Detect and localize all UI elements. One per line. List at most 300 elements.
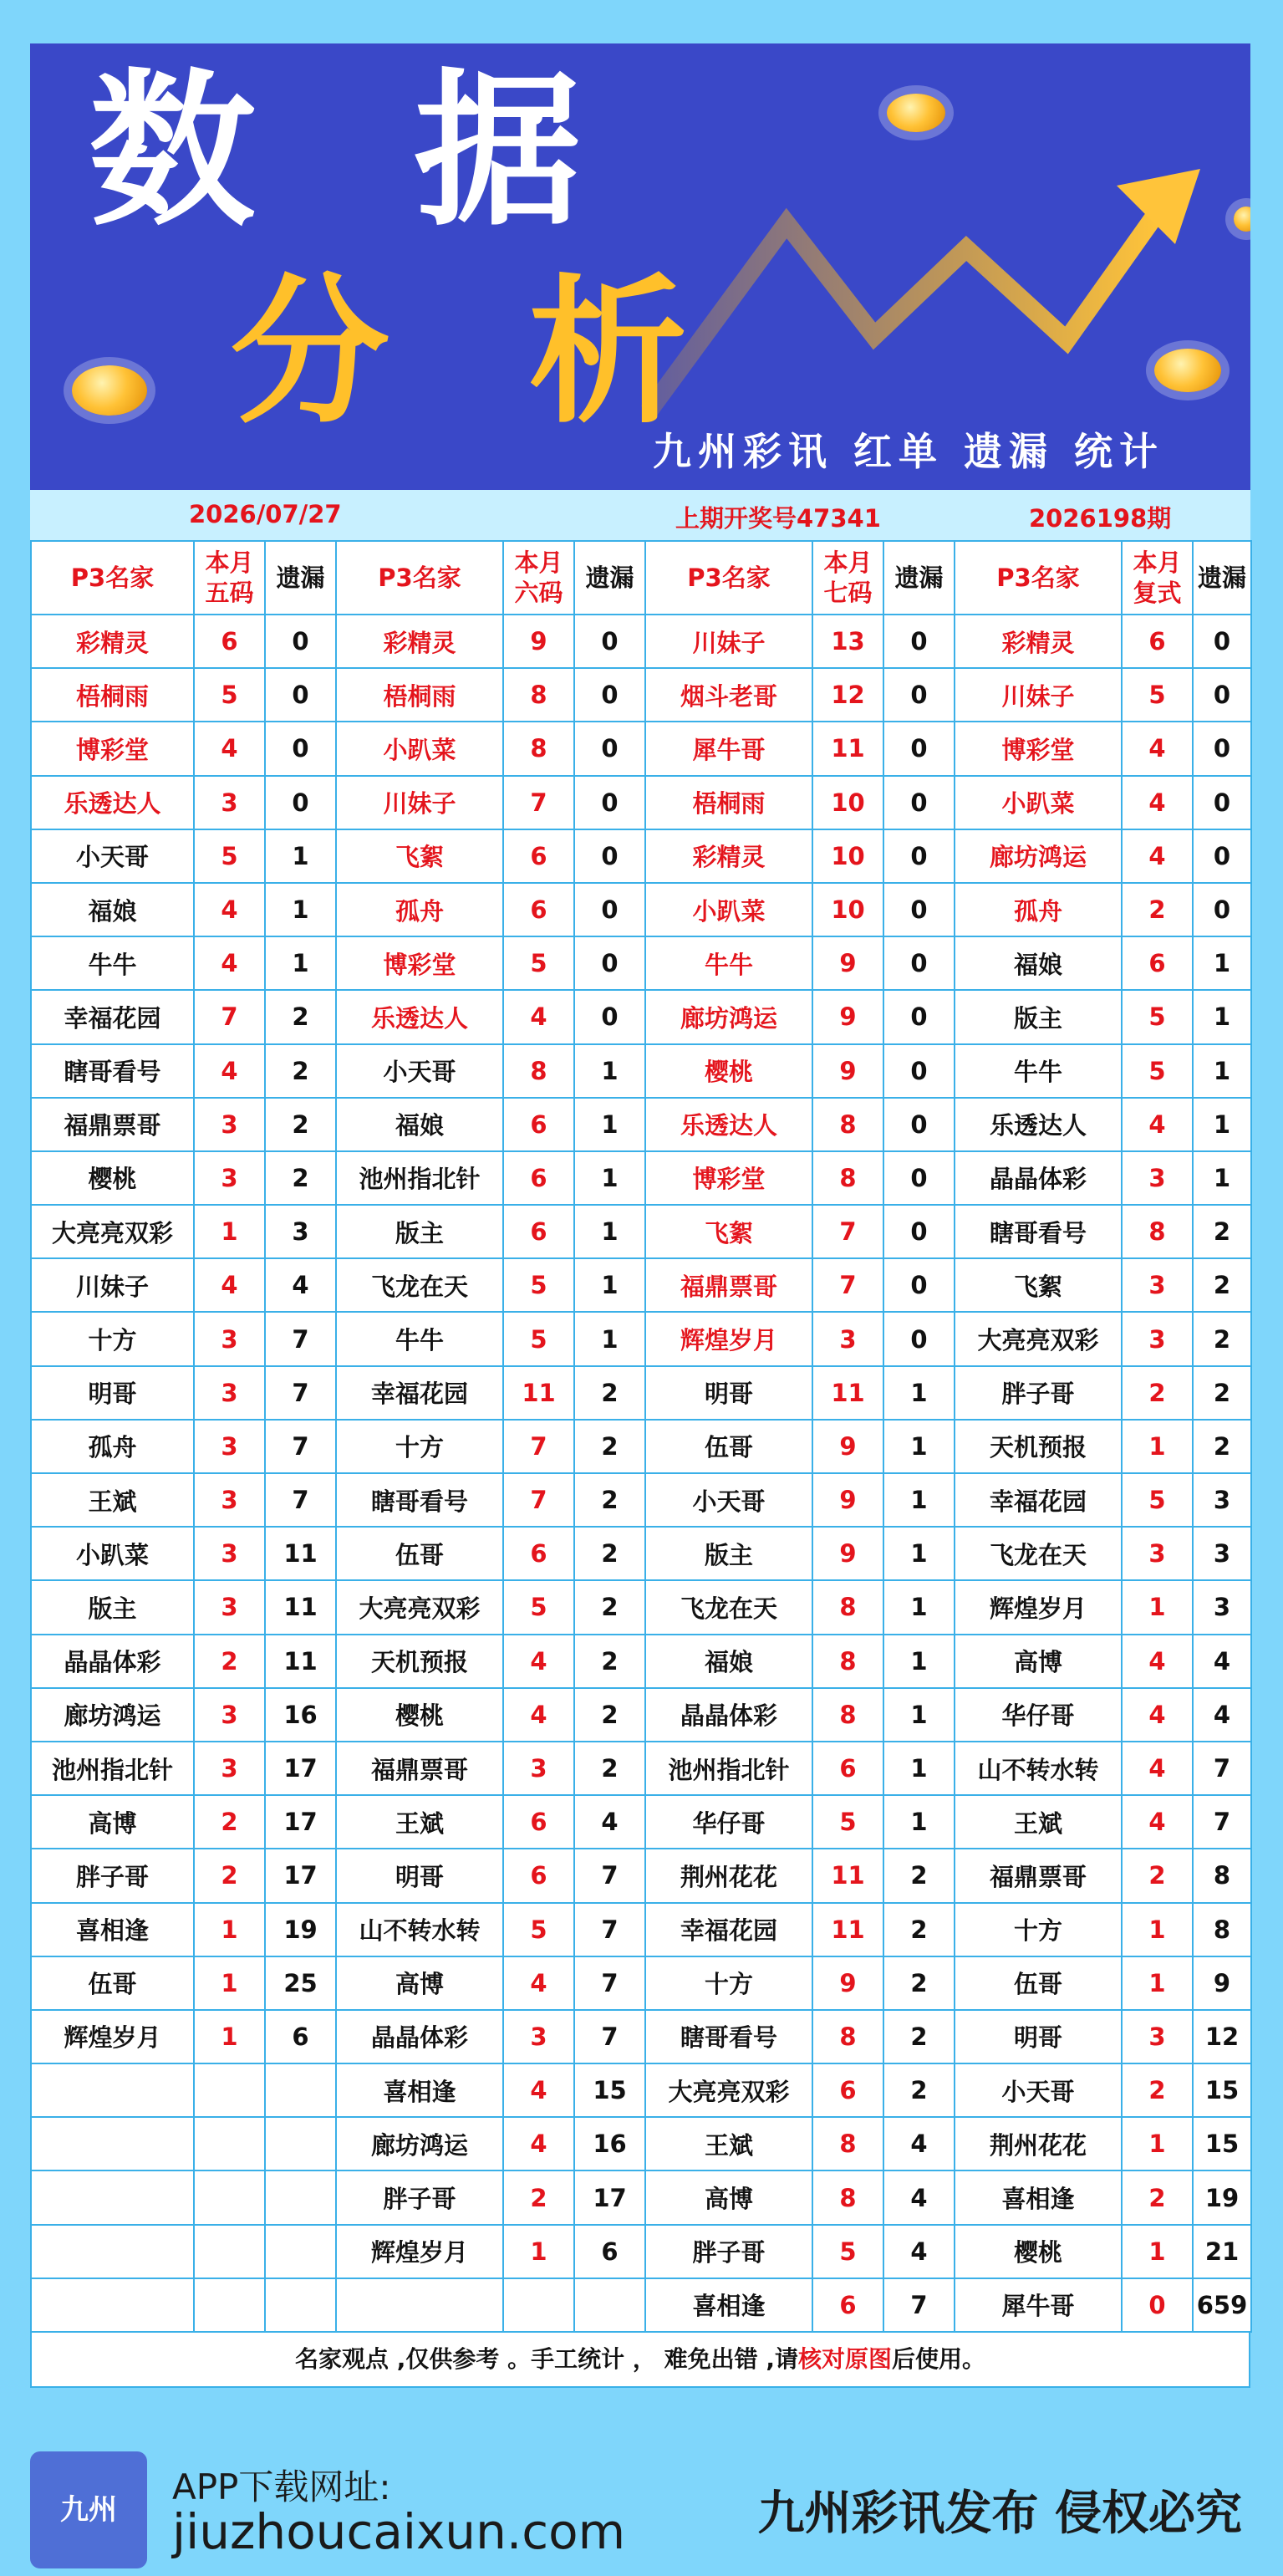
cell-name: 博彩堂 (31, 722, 194, 775)
cell-count: 4 (1122, 829, 1193, 883)
cell-miss: 0 (574, 668, 645, 722)
cell-count: 1 (194, 1903, 265, 1956)
cell-count: 5 (1122, 1473, 1193, 1527)
cell-name: 荆州花花 (645, 1849, 812, 1902)
cell-name: 山不转水转 (955, 1742, 1122, 1795)
table-row (31, 936, 1251, 990)
footnote-text: 名家观点 ,仅供参考 。手工统计 ， 难免出错 ,请 (294, 2345, 798, 2373)
cell-miss: 4 (883, 2170, 955, 2224)
cell-miss: 11 (265, 1527, 336, 1580)
cell-count: 2 (194, 1849, 265, 1902)
table-row (31, 1580, 1251, 1634)
footer-bar (30, 2443, 1250, 2568)
cell-name: 廊坊鸿运 (645, 990, 812, 1043)
cell-count: 3 (194, 1098, 265, 1151)
cell-miss: 1 (265, 936, 336, 990)
app-download-label: APP下载网址: (172, 2466, 391, 2507)
cell-miss: 4 (1193, 1635, 1251, 1688)
cell-name: 胖子哥 (645, 2225, 812, 2278)
cell-miss: 9 (1193, 1956, 1251, 2010)
table-row (31, 1044, 1251, 1098)
cell-name: 福娘 (645, 1635, 812, 1688)
cell-name: 明哥 (31, 1366, 194, 1420)
cell-name (31, 2225, 194, 2278)
cell-count: 4 (194, 936, 265, 990)
cell-count: 6 (503, 1151, 574, 1205)
date-label: 2026/07/27 (189, 500, 342, 528)
header-multi: 本月复式 (1122, 541, 1193, 615)
table-header-row (31, 541, 1251, 615)
cell-miss: 0 (883, 1151, 955, 1205)
cell-name (336, 2278, 503, 2332)
last-draw-label: 上期开奖号47341 (675, 504, 881, 533)
cell-miss: 1 (883, 1366, 955, 1420)
cell-count: 9 (812, 1527, 883, 1580)
cell-count: 5 (503, 936, 574, 990)
cell-name: 高博 (645, 2170, 812, 2224)
cell-miss: 0 (883, 990, 955, 1043)
cell-miss: 0 (265, 722, 336, 775)
cell-miss: 8 (1193, 1903, 1251, 1956)
table-row (31, 1258, 1251, 1312)
cell-count: 4 (503, 1956, 574, 2010)
cell-name: 辉煌岁月 (645, 1312, 812, 1365)
cell-name: 小天哥 (336, 1044, 503, 1098)
cell-miss: 4 (883, 2117, 955, 2170)
cell-miss: 0 (574, 990, 645, 1043)
cell-name: 小天哥 (31, 829, 194, 883)
cell-name: 牛牛 (955, 1044, 1122, 1098)
cell-miss (574, 2278, 645, 2332)
cell-count: 6 (1122, 936, 1193, 990)
cell-count: 13 (812, 615, 883, 668)
cell-miss: 2 (1193, 1420, 1251, 1473)
table-row (31, 1688, 1251, 1742)
cell-miss: 0 (883, 1205, 955, 1258)
cell-name: 飞龙在天 (955, 1527, 1122, 1580)
cell-name: 十方 (645, 1956, 812, 2010)
cell-name: 喜相逢 (955, 2170, 1122, 2224)
cell-miss: 1 (574, 1312, 645, 1365)
cell-count: 5 (503, 1903, 574, 1956)
cell-name: 版主 (645, 1527, 812, 1580)
cell-count: 2 (194, 1635, 265, 1688)
cell-name: 晶晶体彩 (31, 1635, 194, 1688)
table-row (31, 2278, 1251, 2332)
cell-count: 4 (194, 722, 265, 775)
cell-miss: 2 (265, 1151, 336, 1205)
cell-name: 晶晶体彩 (645, 1688, 812, 1742)
header-miss: 遗漏 (1193, 541, 1251, 615)
cell-name: 高博 (336, 1956, 503, 2010)
cell-count: 6 (503, 883, 574, 936)
cell-count: 6 (812, 1742, 883, 1795)
cell-count: 3 (1122, 1527, 1193, 1580)
cell-count: 6 (503, 1849, 574, 1902)
cell-miss: 4 (1193, 1688, 1251, 1742)
cell-miss: 2 (883, 1849, 955, 1902)
cell-miss: 659 (1193, 2278, 1251, 2332)
banner (30, 43, 1250, 490)
cell-name: 伍哥 (31, 1956, 194, 2010)
cell-count: 11 (503, 1366, 574, 1420)
cell-count: 4 (503, 990, 574, 1043)
cell-count: 3 (194, 1151, 265, 1205)
cell-miss: 0 (883, 829, 955, 883)
cell-name: 小趴菜 (336, 722, 503, 775)
cell-count: 1 (194, 2010, 265, 2063)
cell-count: 3 (194, 1580, 265, 1634)
cell-name: 牛牛 (31, 936, 194, 990)
cell-count (194, 2170, 265, 2224)
cell-name: 幸福花园 (645, 1903, 812, 1956)
cell-miss: 16 (574, 2117, 645, 2170)
cell-count: 5 (812, 1795, 883, 1849)
cell-count: 7 (503, 1473, 574, 1527)
cell-name: 川妹子 (955, 668, 1122, 722)
cell-count: 1 (1122, 1903, 1193, 1956)
table-row (31, 1420, 1251, 1473)
cell-name: 樱桃 (645, 1044, 812, 1098)
cell-count: 4 (1122, 1742, 1193, 1795)
cell-miss: 0 (883, 776, 955, 829)
cell-count: 9 (812, 1420, 883, 1473)
cell-name: 池州指北针 (336, 1151, 503, 1205)
cell-name: 大亮亮双彩 (955, 1312, 1122, 1365)
cell-name: 福鼎票哥 (31, 1098, 194, 1151)
table-row (31, 1151, 1251, 1205)
cell-miss: 0 (883, 1044, 955, 1098)
cell-count: 3 (503, 2010, 574, 2063)
cell-name (31, 2278, 194, 2332)
cell-miss: 2 (574, 1742, 645, 1795)
cell-count: 2 (503, 2170, 574, 2224)
cell-miss: 15 (1193, 2117, 1251, 2170)
cell-miss: 3 (1193, 1580, 1251, 1634)
cell-miss: 3 (1193, 1527, 1251, 1580)
cell-name: 胖子哥 (31, 1849, 194, 1902)
cell-miss: 7 (574, 2010, 645, 2063)
cell-count: 7 (503, 1420, 574, 1473)
cell-name: 明哥 (645, 1366, 812, 1420)
cell-count: 11 (812, 1366, 883, 1420)
cell-name: 牛牛 (336, 1312, 503, 1365)
cell-name: 樱桃 (31, 1151, 194, 1205)
table-row (31, 2225, 1251, 2278)
cell-name: 伍哥 (645, 1420, 812, 1473)
cell-name: 辉煌岁月 (336, 2225, 503, 2278)
cell-miss: 1 (1193, 990, 1251, 1043)
cell-count: 9 (503, 615, 574, 668)
cell-miss: 7 (265, 1473, 336, 1527)
table-row (31, 668, 1251, 722)
table-row (31, 1205, 1251, 1258)
table-row (31, 829, 1251, 883)
cell-count: 8 (812, 1688, 883, 1742)
cell-miss: 0 (1193, 668, 1251, 722)
cell-count: 1 (1122, 2225, 1193, 2278)
cell-count: 3 (503, 1742, 574, 1795)
cell-miss: 1 (883, 1473, 955, 1527)
cell-count: 5 (503, 1258, 574, 1312)
cell-name: 犀牛哥 (645, 722, 812, 775)
cell-miss: 2 (574, 1688, 645, 1742)
cell-count: 3 (194, 1312, 265, 1365)
cell-count: 8 (812, 2010, 883, 2063)
header-six: 本月六码 (503, 541, 574, 615)
cell-miss: 2 (1193, 1312, 1251, 1365)
cell-miss: 2 (1193, 1258, 1251, 1312)
table-row (31, 1849, 1251, 1902)
table-row (31, 2117, 1251, 2170)
cell-count: 4 (194, 1044, 265, 1098)
cell-miss: 1 (883, 1635, 955, 1688)
cell-count: 2 (1122, 2170, 1193, 2224)
cell-name: 飞絮 (955, 1258, 1122, 1312)
cell-miss: 1 (1193, 1098, 1251, 1151)
cell-miss: 0 (265, 615, 336, 668)
cell-count: 5 (503, 1580, 574, 1634)
header-miss: 遗漏 (574, 541, 645, 615)
cell-miss: 0 (1193, 615, 1251, 668)
cell-name: 彩精灵 (336, 615, 503, 668)
cell-count: 1 (1122, 1420, 1193, 1473)
cell-miss: 2 (883, 2063, 955, 2117)
cell-count: 6 (503, 1795, 574, 1849)
poster (30, 43, 1250, 2388)
cell-count: 1 (503, 2225, 574, 2278)
cell-miss: 1 (883, 1580, 955, 1634)
cell-count: 5 (194, 668, 265, 722)
cell-miss: 0 (883, 1258, 955, 1312)
cell-name: 大亮亮双彩 (336, 1580, 503, 1634)
cell-count: 4 (1122, 1795, 1193, 1849)
cell-miss: 1 (883, 1688, 955, 1742)
cell-name: 大亮亮双彩 (645, 2063, 812, 2117)
cell-count: 4 (1122, 776, 1193, 829)
cell-name: 瞎哥看号 (955, 1205, 1122, 1258)
cell-miss: 4 (574, 1795, 645, 1849)
cell-miss: 12 (1193, 2010, 1251, 2063)
cell-name: 王斌 (955, 1795, 1122, 1849)
cell-count: 8 (503, 668, 574, 722)
cell-name: 喜相逢 (31, 1903, 194, 1956)
cell-miss: 25 (265, 1956, 336, 2010)
cell-miss: 1 (574, 1151, 645, 1205)
cell-count: 4 (503, 1688, 574, 1742)
cell-miss: 2 (265, 990, 336, 1043)
cell-miss: 4 (883, 2225, 955, 2278)
cell-name: 梧桐雨 (645, 776, 812, 829)
cell-count: 8 (812, 1635, 883, 1688)
cell-name: 王斌 (31, 1473, 194, 1527)
stats-table (30, 540, 1252, 2333)
table-row (31, 1956, 1251, 2010)
cell-name: 乐透达人 (955, 1098, 1122, 1151)
cell-name: 辉煌岁月 (31, 2010, 194, 2063)
cell-name: 彩精灵 (955, 615, 1122, 668)
cell-name: 博彩堂 (645, 1151, 812, 1205)
cell-name: 川妹子 (645, 615, 812, 668)
cell-name: 飞絮 (336, 829, 503, 883)
cell-count (194, 2225, 265, 2278)
cell-count: 3 (1122, 1151, 1193, 1205)
cell-count: 9 (812, 1044, 883, 1098)
cell-name: 高博 (955, 1635, 1122, 1688)
cell-miss (265, 2170, 336, 2224)
cell-name: 小天哥 (955, 2063, 1122, 2117)
cell-name: 廊坊鸿运 (336, 2117, 503, 2170)
cell-miss: 7 (265, 1312, 336, 1365)
cell-count: 5 (1122, 1044, 1193, 1098)
cell-name: 福鼎票哥 (955, 1849, 1122, 1902)
cell-miss: 2 (1193, 1366, 1251, 1420)
cell-miss: 19 (1193, 2170, 1251, 2224)
cell-count (194, 2063, 265, 2117)
header-name: P3名家 (645, 541, 812, 615)
cell-name: 辉煌岁月 (955, 1580, 1122, 1634)
table-row (31, 990, 1251, 1043)
cell-name: 孤舟 (955, 883, 1122, 936)
cell-count: 3 (1122, 1258, 1193, 1312)
cell-count: 4 (1122, 1098, 1193, 1151)
cell-miss: 0 (883, 1312, 955, 1365)
cell-count: 7 (194, 990, 265, 1043)
cell-miss: 7 (265, 1420, 336, 1473)
info-bar (30, 490, 1250, 540)
cell-name (31, 2117, 194, 2170)
cell-name: 飞龙在天 (645, 1580, 812, 1634)
cell-count: 1 (194, 1205, 265, 1258)
cell-count: 8 (503, 1044, 574, 1098)
cell-count: 3 (1122, 1312, 1193, 1365)
cell-count: 3 (194, 1527, 265, 1580)
cell-miss: 19 (265, 1903, 336, 1956)
table-row (31, 1473, 1251, 1527)
cell-miss: 0 (883, 668, 955, 722)
cell-count: 1 (1122, 2117, 1193, 2170)
app-download-url[interactable]: jiuzhoucaixun.com (172, 2503, 626, 2560)
coin-icon (1154, 349, 1221, 392)
cell-miss: 2 (574, 1366, 645, 1420)
cell-count: 3 (194, 1420, 265, 1473)
cell-miss: 11 (265, 1635, 336, 1688)
cell-name: 高博 (31, 1795, 194, 1849)
cell-count: 2 (1122, 1366, 1193, 1420)
table-row (31, 1795, 1251, 1849)
cell-count: 4 (194, 1258, 265, 1312)
cell-miss: 0 (883, 1098, 955, 1151)
cell-count: 4 (503, 1635, 574, 1688)
cell-miss: 0 (883, 722, 955, 775)
cell-name: 十方 (955, 1903, 1122, 1956)
cell-count: 6 (812, 2278, 883, 2332)
cell-count: 3 (194, 1366, 265, 1420)
cell-name: 孤舟 (31, 1420, 194, 1473)
cell-name: 福娘 (336, 1098, 503, 1151)
cell-name: 版主 (336, 1205, 503, 1258)
cell-name: 幸福花园 (31, 990, 194, 1043)
cell-miss: 0 (265, 776, 336, 829)
title-line-1: 数 据 (89, 54, 632, 249)
cell-name: 梧桐雨 (336, 668, 503, 722)
cell-miss: 1 (883, 1795, 955, 1849)
cell-miss: 0 (1193, 722, 1251, 775)
cell-miss: 2 (883, 1956, 955, 2010)
cell-count: 8 (812, 2117, 883, 2170)
cell-miss: 7 (1193, 1742, 1251, 1795)
cell-name: 山不转水转 (336, 1903, 503, 1956)
cell-miss: 3 (1193, 1473, 1251, 1527)
cell-count: 9 (812, 1956, 883, 2010)
cell-miss: 0 (574, 722, 645, 775)
cell-count: 6 (503, 829, 574, 883)
cell-name: 瞎哥看号 (31, 1044, 194, 1098)
cell-count: 4 (503, 2117, 574, 2170)
copyright-notice: 九州彩讯发布 侵权必究 (757, 2487, 1242, 2541)
cell-name: 喜相逢 (336, 2063, 503, 2117)
cell-miss: 0 (883, 936, 955, 990)
cell-name: 川妹子 (336, 776, 503, 829)
cell-name: 十方 (31, 1312, 194, 1365)
cell-count: 9 (812, 1473, 883, 1527)
cell-miss: 0 (574, 615, 645, 668)
cell-count: 3 (194, 1688, 265, 1742)
cell-miss: 2 (574, 1420, 645, 1473)
cell-count: 5 (1122, 990, 1193, 1043)
cell-count (194, 2278, 265, 2332)
footnote-text-end: 后使用。 (892, 2345, 986, 2373)
cell-name: 犀牛哥 (955, 2278, 1122, 2332)
cell-miss: 7 (574, 1956, 645, 2010)
cell-miss: 2 (574, 1580, 645, 1634)
table-row (31, 2063, 1251, 2117)
cell-count: 11 (812, 1903, 883, 1956)
cell-miss: 0 (1193, 776, 1251, 829)
cell-miss: 2 (574, 1635, 645, 1688)
table-row (31, 1098, 1251, 1151)
cell-miss: 16 (265, 1688, 336, 1742)
cell-miss: 17 (265, 1849, 336, 1902)
cell-count: 6 (503, 1527, 574, 1580)
cell-count: 8 (812, 2170, 883, 2224)
cell-count: 5 (1122, 668, 1193, 722)
cell-name: 华仔哥 (955, 1688, 1122, 1742)
cell-miss: 2 (265, 1098, 336, 1151)
cell-count: 7 (812, 1205, 883, 1258)
header-name: P3名家 (31, 541, 194, 615)
cell-count: 4 (1122, 1688, 1193, 1742)
cell-miss: 2 (574, 1473, 645, 1527)
header-miss: 遗漏 (265, 541, 336, 615)
cell-name: 梧桐雨 (31, 668, 194, 722)
cell-name: 华仔哥 (645, 1795, 812, 1849)
table-row (31, 776, 1251, 829)
cell-name: 飞絮 (645, 1205, 812, 1258)
cell-name: 荆州花花 (955, 2117, 1122, 2170)
cell-name: 樱桃 (955, 2225, 1122, 2278)
cell-miss: 7 (1193, 1795, 1251, 1849)
cell-miss: 15 (574, 2063, 645, 2117)
cell-miss: 1 (265, 883, 336, 936)
cell-name: 池州指北针 (645, 1742, 812, 1795)
cell-name: 天机预报 (336, 1635, 503, 1688)
cell-miss: 6 (265, 2010, 336, 2063)
table-row (31, 2010, 1251, 2063)
header-name: P3名家 (955, 541, 1122, 615)
cell-count: 6 (503, 1205, 574, 1258)
cell-miss: 1 (574, 1044, 645, 1098)
